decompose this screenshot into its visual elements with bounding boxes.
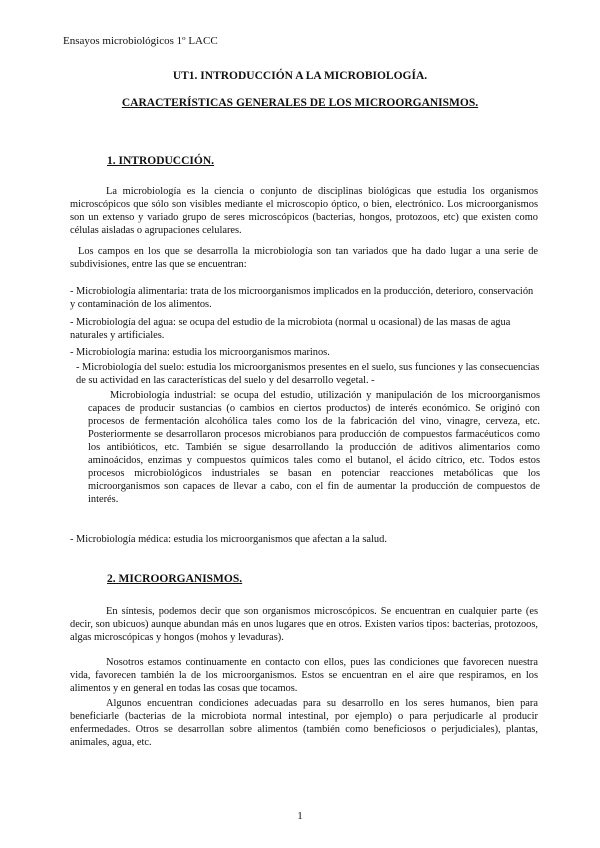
micro-paragraph-3: Algunos encuentran condiciones adecuadas para su desarrollo en los seres humanos, bien para beneficiarle (bacterias de la microbiota normal intestinal, por ejemplo) o para perjudicarle al producir enfermedades. Otros se desarrollan sobre alimentos (también como beneficiosos o perjudiciales), plantas, animales, agua, etc.: [70, 698, 538, 748]
list-item: - Microbiología del suelo: estudia los microorganismos presentes en el suelo, sus funciones y las consecuencias de su actividad en las características del suelo y del desarrollo vegetal. -: [76, 362, 540, 386]
list-item-industrial: Microbiología industrial: se ocupa del estudio, utilización y manipulación de los microorganismos capaces de producir sustancias (o cambios en ciertos productos) de interés económico. Se originó con procesos de fermentación alcohólica tales como los de la fabricación del vino, vinagre, cerveza, etc. Posteriormente se desarrollaron procesos microbianos para producción de compuestos farmacéuticos como los antibióticos, etc. También se sigue desarrollando la producción de aditivos alimentarios como aminoácidos, enzimas y compuestos químicos tales como el butanol, el ácido cítrico, etc. Todos estos procesos microbiológicos industriales se basan en potenciar reacciones metabólicas que los microorganismos son capaces de llevar a cabo, con el fin de aumentar la producción de compuestos de interés.: [88, 390, 540, 505]
list-item: - Microbiología médica: estudia los microorganismos que afectan a la salud.: [70, 534, 387, 545]
section-heading-introduccion: 1. INTRODUCCIÓN.: [107, 155, 215, 167]
page-number: 1: [297, 810, 303, 822]
micro-paragraph-1: En síntesis, podemos decir que son organismos microscópicos. Se encuentran en cualquier parte (es decir, son ubicuos) aunque abundan más en unos lugares que en otros. Existen varios tipos: bacterias, protozoos, algas microscópicas y hongos (mohos y levaduras).: [70, 606, 538, 643]
document-title: UT1. INTRODUCCIÓN A LA MICROBIOLOGÍA.: [172, 70, 428, 82]
list-item: - Microbiología marina: estudia los microorganismos marinos.: [70, 347, 330, 358]
running-header: Ensayos microbiológicos 1º LACC: [63, 35, 218, 47]
intro-paragraph-1: La microbiología es la ciencia o conjunto de disciplinas biológicas que estudia los organismos microscópicos que sólo son visibles mediante el microscopio óptico, o bien, electrónico. Los microorganismos son un extenso y variado grupo de seres microscópicos (bacterias, hongos, protozoos, etc) que existen como células aisladas o agrupaciones celulares.: [70, 186, 538, 236]
micro-paragraph-2: Nosotros estamos continuamente en contacto con ellos, pues las condiciones que favorecen nuestra vida, favorecen también la de los microorganismos. Estos se encuentran en el aire que respiramos, en los alimentos y en general en todas las cosas que tocamos.: [70, 657, 538, 694]
list-item: - Microbiología del agua: se ocupa del estudio de la microbiota (normal u ocasional) de las masas de agua naturales y artificiales.: [70, 317, 511, 341]
intro-paragraph-2: Los campos en los que se desarrolla la microbiología son tan variados que ha dado lugar a una serie de subdivisiones, entre las que se encuentran:: [70, 246, 538, 270]
list-item: - Microbiología alimentaria: trata de los microorganismos implicados en la producción, deterioro, conservación y contaminación de los alimentos.: [70, 286, 534, 310]
section-heading-microorganismos: 2. MICROORGANISMOS.: [107, 573, 243, 585]
document-subtitle: CARACTERÍSTICAS GENERALES DE LOS MICROORGANISMOS.: [121, 97, 479, 109]
